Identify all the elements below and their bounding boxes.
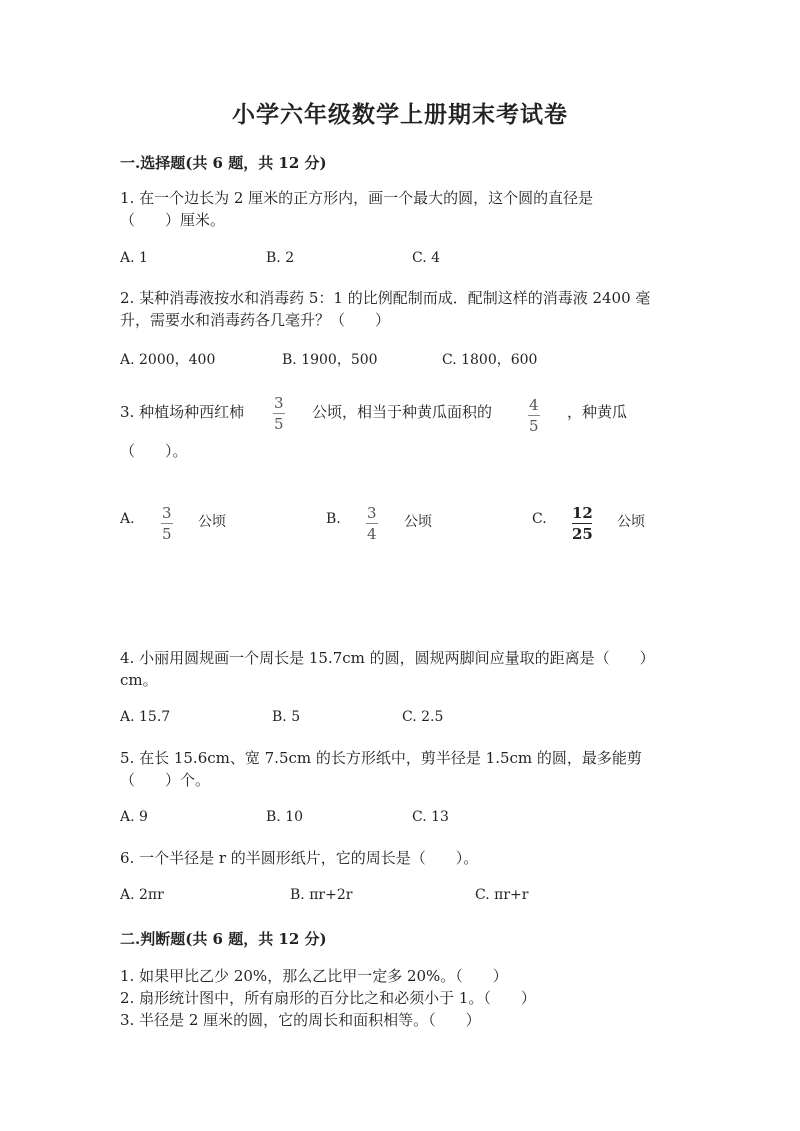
q3-option-c-unit: 公顷 (617, 514, 645, 530)
question-1-line1: 1. 在一个边长为 2 厘米的正方形内，画一个最大的圆，这个圆的直径是 (120, 189, 594, 207)
q3-fraction-2 (527, 397, 541, 434)
question-1-line2: （ ）厘米。 (120, 211, 226, 229)
q2-option-a[interactable]: A. 2000，400 (120, 352, 216, 368)
q3-option-b-label[interactable]: B. (326, 511, 341, 527)
q6-option-c[interactable]: C. πr+r (475, 887, 529, 903)
q1-option-b[interactable]: B. 2 (266, 250, 295, 266)
fraction-bar (528, 415, 540, 416)
q5-option-a[interactable]: A. 9 (120, 809, 148, 825)
q3-option-b-fraction[interactable] (365, 505, 379, 542)
section-heading-choice: 一.选择题(共 6 题，共 12 分) (120, 154, 327, 172)
fraction-bar (366, 523, 378, 524)
q5-option-b[interactable]: B. 10 (266, 809, 304, 825)
fraction-numerator: 3 (162, 504, 172, 522)
page-title: 小学六年级数学上册期末考试卷 (232, 101, 568, 128)
fraction-numerator: 3 (274, 394, 284, 412)
question-3-seg2: 公顷，相当于种黄瓜面积的 (312, 403, 493, 421)
question-5-line2: （ ）个。 (120, 771, 211, 789)
q4-option-a[interactable]: A. 15.7 (120, 709, 171, 725)
fraction-denominator: 25 (572, 525, 593, 543)
fraction-denominator: 5 (274, 415, 284, 433)
judgment-item-3: 3. 半径是 2 厘米的圆，它的周长和面积相等。（ ） (120, 1011, 481, 1029)
question-5-line1: 5. 在长 15.6cm、宽 7.5cm 的长方形纸中，剪半径是 1.5cm 的圆，最多能剪 (120, 749, 642, 767)
q2-option-b[interactable]: B. 1900，500 (282, 352, 378, 368)
fraction-denominator: 4 (367, 525, 377, 543)
question-4-line1: 4. 小丽用圆规画一个周长是 15.7cm 的圆，圆规两脚间应量取的距离是（ ） (120, 649, 655, 667)
q2-option-c[interactable]: C. 1800，600 (442, 352, 538, 368)
fraction-bar (273, 413, 285, 414)
judgment-item-1: 1. 如果甲比乙少 20%，那么乙比甲一定多 20%。（ ） (120, 967, 508, 985)
fraction-bar (572, 523, 592, 524)
fraction-denominator: 5 (529, 417, 539, 435)
q3-fraction-1 (272, 395, 286, 432)
q6-option-a[interactable]: A. 2πr (120, 887, 164, 903)
fraction-denominator: 5 (162, 525, 172, 543)
question-3-line2: （ ）。 (120, 442, 188, 460)
fraction-numerator: 3 (367, 504, 377, 522)
question-2-line2: 升，需要水和消毒药各几毫升？（ ） (120, 311, 391, 329)
question-2-line1: 2. 某种消毒液按水和消毒药 5：1 的比例配制而成．配制这样的消毒液 2400 毫 (120, 289, 651, 307)
question-3-seg1: 3. 种植场种西红柿 (120, 403, 245, 421)
question-3-seg3: ，种黄瓜 (567, 403, 628, 421)
q3-option-a-fraction[interactable] (160, 505, 174, 542)
q1-option-c[interactable]: C. 4 (412, 250, 441, 266)
question-4-line2: cm。 (120, 671, 158, 689)
q3-option-c-fraction[interactable] (570, 505, 595, 542)
q4-option-b[interactable]: B. 5 (272, 709, 301, 725)
fraction-numerator: 12 (572, 504, 593, 522)
q6-option-b[interactable]: B. πr+2r (290, 887, 353, 903)
fraction-bar (161, 523, 173, 524)
fraction-numerator: 4 (529, 396, 539, 414)
q5-option-c[interactable]: C. 13 (412, 809, 449, 825)
section-heading-judgment: 二.判断题(共 6 题，共 12 分) (120, 930, 327, 948)
q3-option-a-unit: 公顷 (198, 514, 226, 530)
question-6-line1: 6. 一个半径是 r 的半圆形纸片，它的周长是（ ）。 (120, 849, 479, 867)
q3-option-c-label[interactable]: C. (532, 511, 547, 527)
q1-option-a[interactable]: A. 1 (120, 250, 148, 266)
q3-option-b-unit: 公顷 (404, 514, 432, 530)
q3-option-a-label[interactable]: A. (120, 511, 135, 527)
q4-option-c[interactable]: C. 2.5 (402, 709, 444, 725)
judgment-item-2: 2. 扇形统计图中，所有扇形的百分比之和必须小于 1。（ ） (120, 989, 536, 1007)
